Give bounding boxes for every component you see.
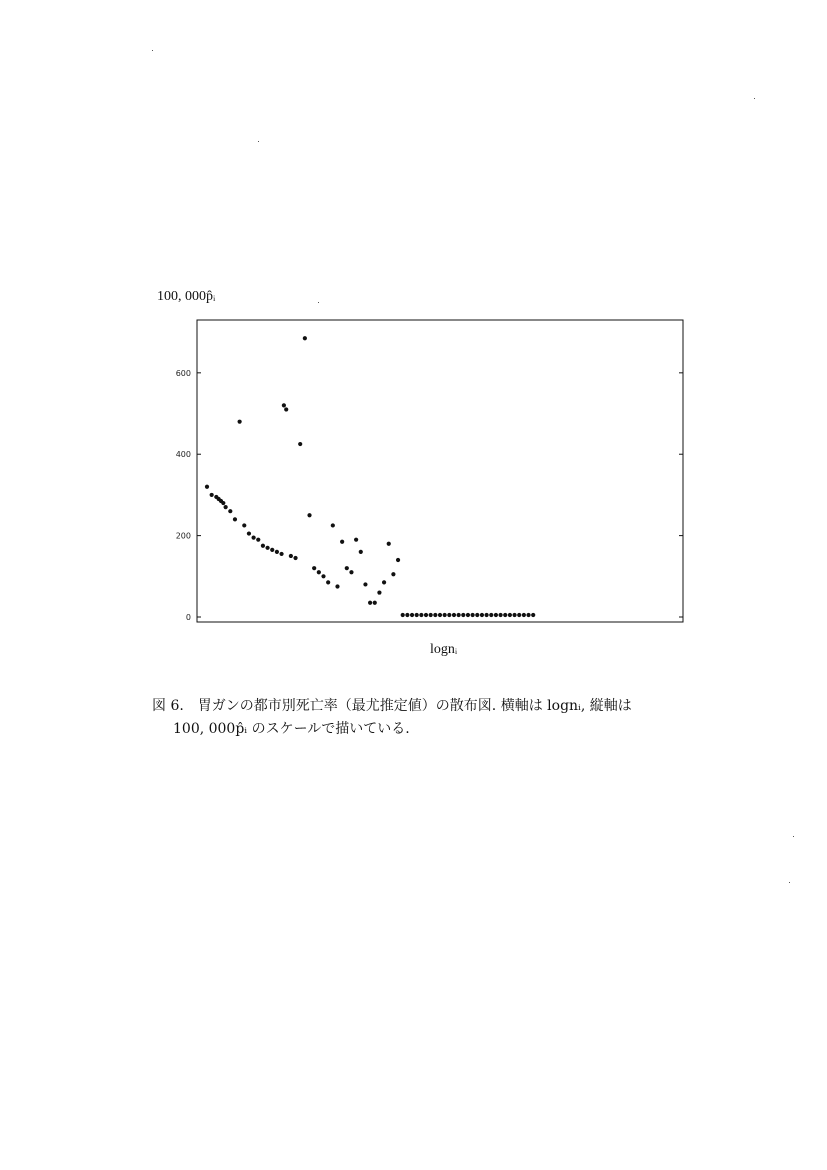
data-point bbox=[256, 538, 260, 542]
figure-caption bbox=[152, 695, 732, 741]
data-point bbox=[401, 613, 405, 617]
data-point bbox=[228, 509, 232, 513]
data-point bbox=[387, 542, 391, 546]
data-point bbox=[298, 442, 302, 446]
data-point bbox=[340, 540, 344, 544]
y-tick-label: 0 bbox=[185, 613, 191, 622]
data-point bbox=[489, 613, 493, 617]
data-point bbox=[284, 407, 288, 411]
data-point bbox=[224, 505, 228, 509]
data-point bbox=[349, 570, 353, 574]
data-point bbox=[221, 501, 225, 505]
scan-speck bbox=[793, 836, 794, 837]
scan-speck bbox=[789, 882, 790, 883]
data-point bbox=[485, 613, 489, 617]
data-point bbox=[433, 613, 437, 617]
data-point bbox=[312, 566, 316, 570]
data-point bbox=[419, 613, 423, 617]
data-point bbox=[471, 613, 475, 617]
data-point bbox=[307, 513, 311, 517]
data-point bbox=[303, 336, 307, 340]
y-tick-label: 200 bbox=[175, 531, 191, 541]
data-point bbox=[377, 590, 381, 594]
y-axis-label: 100, 000p̂ᵢ bbox=[157, 289, 216, 304]
data-point bbox=[270, 548, 274, 552]
data-point bbox=[326, 580, 330, 584]
data-point bbox=[382, 580, 386, 584]
data-point bbox=[238, 420, 242, 424]
data-point bbox=[363, 582, 367, 586]
data-point bbox=[494, 613, 498, 617]
plot-frame bbox=[197, 320, 683, 622]
data-point bbox=[443, 613, 447, 617]
data-point bbox=[457, 613, 461, 617]
data-point bbox=[466, 613, 470, 617]
data-point bbox=[321, 574, 325, 578]
data-point bbox=[452, 613, 456, 617]
data-point bbox=[265, 546, 269, 550]
data-point bbox=[503, 613, 507, 617]
data-point bbox=[354, 538, 358, 542]
data-point bbox=[359, 550, 363, 554]
x-axis-label: lognᵢ bbox=[430, 642, 458, 657]
data-point bbox=[275, 550, 279, 554]
data-point bbox=[438, 613, 442, 617]
data-point bbox=[526, 613, 530, 617]
scan-speck bbox=[152, 50, 153, 51]
y-tick-label: 600 bbox=[175, 368, 191, 378]
data-point bbox=[415, 613, 419, 617]
data-point bbox=[317, 570, 321, 574]
data-point bbox=[429, 613, 433, 617]
data-point bbox=[498, 613, 502, 617]
data-point bbox=[282, 403, 286, 407]
data-point bbox=[345, 566, 349, 570]
data-point bbox=[247, 531, 251, 535]
data-point bbox=[335, 584, 339, 588]
data-point bbox=[210, 493, 214, 497]
data-point bbox=[424, 613, 428, 617]
data-point bbox=[279, 552, 283, 556]
data-point bbox=[447, 613, 451, 617]
y-tick-label: 400 bbox=[175, 450, 191, 460]
data-point bbox=[517, 613, 521, 617]
data-point bbox=[233, 517, 237, 521]
data-point bbox=[242, 523, 246, 527]
data-point bbox=[522, 613, 526, 617]
data-point bbox=[480, 613, 484, 617]
data-point bbox=[252, 536, 256, 540]
data-point bbox=[512, 613, 516, 617]
data-point bbox=[396, 558, 400, 562]
scan-speck bbox=[258, 141, 259, 142]
scan-speck bbox=[318, 302, 319, 303]
caption-line-1: 図 6. 胃ガンの都市別死亡率（最尤推定値）の散布図. 横軸は lognᵢ, 縦軸は bbox=[152, 698, 632, 714]
data-point bbox=[205, 485, 209, 489]
data-point bbox=[531, 613, 535, 617]
data-point bbox=[405, 613, 409, 617]
scan-speck bbox=[754, 98, 755, 99]
data-point bbox=[331, 523, 335, 527]
data-point bbox=[293, 556, 297, 560]
data-point bbox=[410, 613, 414, 617]
data-point bbox=[261, 544, 265, 548]
data-point bbox=[508, 613, 512, 617]
caption-line-2: 100, 000p̂ᵢ のスケールで描いている. bbox=[173, 721, 410, 737]
data-point bbox=[461, 613, 465, 617]
data-point bbox=[373, 601, 377, 605]
data-point bbox=[391, 572, 395, 576]
data-point bbox=[368, 601, 372, 605]
data-point bbox=[475, 613, 479, 617]
data-point bbox=[289, 554, 293, 558]
